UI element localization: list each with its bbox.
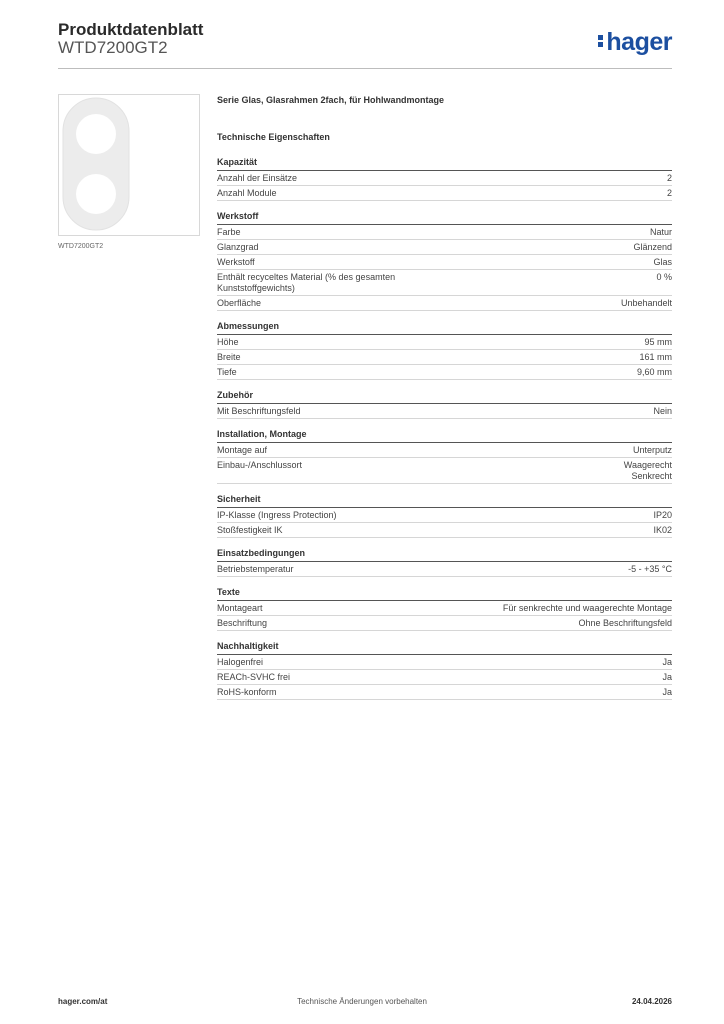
spec-value: 2 xyxy=(666,173,672,183)
spec-value: Unbehandelt xyxy=(620,298,672,308)
page-title: Produktdatenblatt xyxy=(58,20,204,39)
spec-section xyxy=(217,428,672,484)
spec-label: Einbau-/Anschlussort xyxy=(217,460,303,470)
spec-row xyxy=(217,601,672,616)
spec-value: Nein xyxy=(653,406,672,416)
spec-section-title: Werkstoff xyxy=(217,210,672,225)
spec-value: Für senkrechte und waagerechte Montage xyxy=(502,603,672,613)
spec-value: Ja xyxy=(662,687,672,697)
spec-label: Montageart xyxy=(217,603,263,613)
spec-label: Halogenfrei xyxy=(217,657,264,667)
spec-row xyxy=(217,670,672,685)
spec-row xyxy=(217,171,672,186)
spec-section xyxy=(217,586,672,631)
spec-value: -5 - +35 °C xyxy=(628,564,672,574)
spec-row xyxy=(217,443,672,458)
spec-label: Stoßfestigkeit IK xyxy=(217,525,283,535)
spec-value: Ja xyxy=(662,672,672,682)
spec-label: Farbe xyxy=(217,227,241,237)
product-image xyxy=(58,94,200,236)
spec-section-title: Texte xyxy=(217,586,672,601)
glass-frame-2fach-icon xyxy=(59,95,199,235)
spec-label: RoHS-konform xyxy=(217,687,277,697)
spec-label: Anzahl Module xyxy=(217,188,277,198)
spec-section xyxy=(217,389,672,419)
spec-value: 2 xyxy=(666,188,672,198)
spec-label: Mit Beschriftungsfeld xyxy=(217,406,301,416)
spec-label: Werkstoff xyxy=(217,257,255,267)
spec-label: Montage auf xyxy=(217,445,268,455)
spec-section xyxy=(217,640,672,700)
logo-dots-icon xyxy=(598,33,603,49)
spec-value: 9,60 mm xyxy=(636,367,672,377)
spec-label: IP-Klasse (Ingress Protection) xyxy=(217,510,337,520)
spec-row xyxy=(217,562,672,577)
spec-label: Anzahl der Einsätze xyxy=(217,173,298,183)
spec-value: Glas xyxy=(653,257,672,267)
spec-sections xyxy=(217,156,672,700)
spec-section xyxy=(217,493,672,538)
spec-section xyxy=(217,320,672,380)
spec-label: Tiefe xyxy=(217,367,237,377)
spec-label: Oberfläche xyxy=(217,298,262,308)
spec-value: Glänzend xyxy=(633,242,672,252)
spec-row xyxy=(217,404,672,419)
hager-logo xyxy=(598,28,672,57)
spec-section-title: Kapazität xyxy=(217,156,672,171)
spec-label: Enthält recyceltes Material (% des gesamten Kunststoffgewichts) xyxy=(217,272,396,293)
spec-section-title: Installation, Montage xyxy=(217,428,672,443)
spec-label: Glanzgrad xyxy=(217,242,259,252)
spec-row xyxy=(217,186,672,201)
spec-section xyxy=(217,210,672,311)
spec-row xyxy=(217,296,672,311)
spec-section-title: Sicherheit xyxy=(217,493,672,508)
spec-row xyxy=(217,365,672,380)
spec-value: IP20 xyxy=(653,510,672,520)
header-divider xyxy=(58,68,672,69)
spec-row xyxy=(217,270,672,296)
footer-date: 24.04.2026 xyxy=(631,997,672,1006)
spec-value: Ja xyxy=(662,657,672,667)
spec-value: 0 % xyxy=(656,272,672,282)
spec-row xyxy=(217,616,672,631)
spec-row xyxy=(217,240,672,255)
spec-row xyxy=(217,458,672,484)
spec-row xyxy=(217,225,672,240)
footer-disclaimer: Technische Änderungen vorbehalten xyxy=(297,997,427,1006)
spec-label: REACh-SVHC frei xyxy=(217,672,291,682)
spec-label: Betriebstemperatur xyxy=(217,564,294,574)
footer-website: hager.com/at xyxy=(58,997,108,1006)
spec-label: Beschriftung xyxy=(217,618,268,628)
spec-row xyxy=(217,335,672,350)
spec-section xyxy=(217,547,672,577)
spec-section-title: Abmessungen xyxy=(217,320,672,335)
spec-value: IK02 xyxy=(653,525,672,535)
spec-section xyxy=(217,156,672,201)
spec-section-title: Nachhaltigkeit xyxy=(217,640,672,655)
product-description: Serie Glas, Glasrahmen 2fach, für Hohlwandmontage xyxy=(217,95,445,105)
spec-row xyxy=(217,508,672,523)
spec-value: Ohne Beschriftungsfeld xyxy=(578,618,672,628)
spec-row xyxy=(217,350,672,365)
spec-section-title: Einsatzbedingungen xyxy=(217,547,672,562)
product-caption: WTD7200GT2 xyxy=(58,243,104,250)
product-specs xyxy=(217,92,672,709)
spec-row xyxy=(217,523,672,538)
spec-value: Natur xyxy=(649,227,672,237)
spec-section-title: Zubehör xyxy=(217,389,672,404)
spec-label: Breite xyxy=(217,352,241,362)
spec-value: Unterputz xyxy=(632,445,672,455)
article-number: WTD7200GT2 xyxy=(58,38,168,57)
spec-value: 95 mm xyxy=(644,337,672,347)
spec-value: 161 mm xyxy=(639,352,672,362)
technical-properties-heading: Technische Eigenschaften xyxy=(217,132,330,142)
spec-label: Höhe xyxy=(217,337,239,347)
spec-value: Waagerecht Senkrecht xyxy=(623,460,672,481)
spec-row xyxy=(217,655,672,670)
spec-row xyxy=(217,685,672,700)
logo-text: hager xyxy=(606,28,672,56)
spec-row xyxy=(217,255,672,270)
